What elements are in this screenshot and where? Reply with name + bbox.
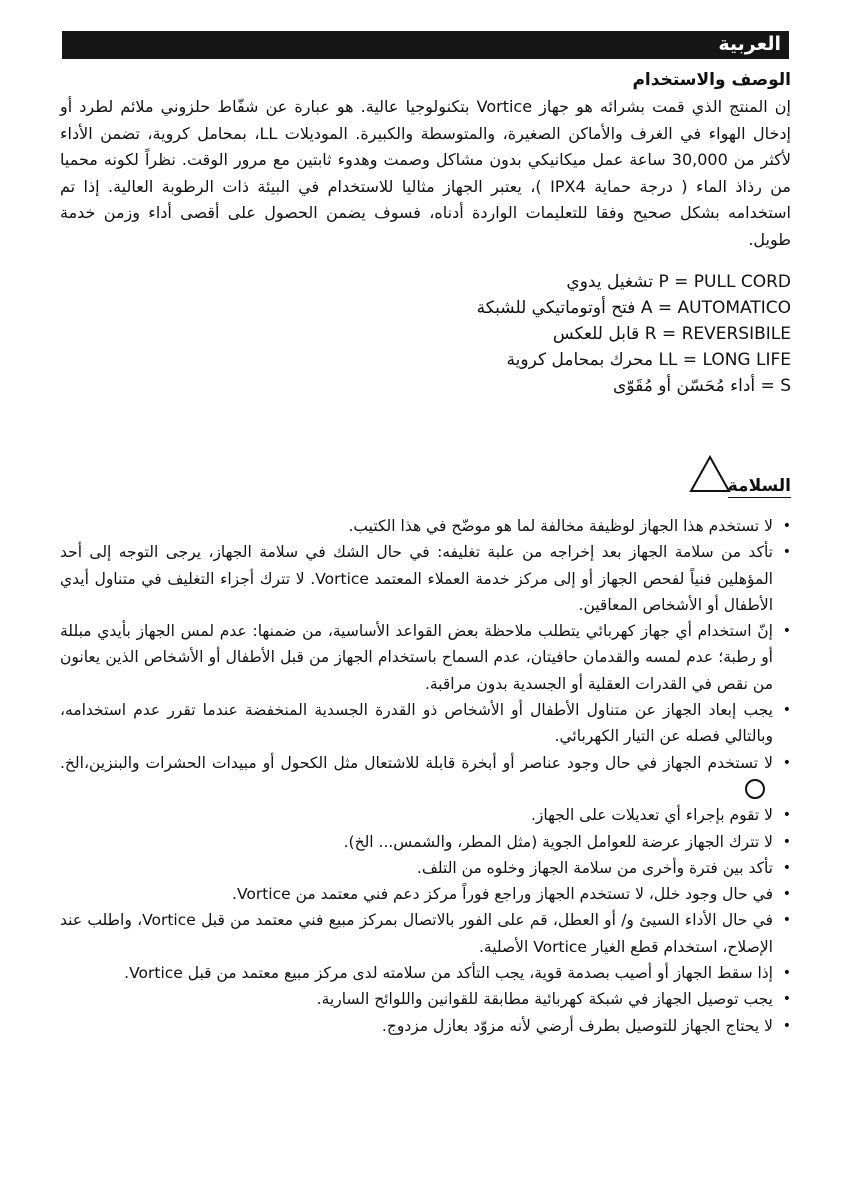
safety-item: • لا تترك الجهاز عرضة للعوامل الجوية (مثل المطر، والشمس... الخ). bbox=[60, 829, 791, 855]
safety-item: • لا تقوم بإجراء أي تعديلات على الجهاز. bbox=[60, 802, 791, 828]
description-paragraph: إن المنتج الذي قمت بشرائه هو جهاز Vortice بتكنولوجيا عالية. هو عبارة عن شفّاط حلزوني ملائم لطرد أو إدخال الهواء في الغرف والأماكن الصغيرة، والمتوسطة والكبيرة. الموديلات LL، بمحامل كروية، تضمن الأداء لأكثر من 30,000 ساعة عمل ميكانيكي بدون مشاكل وصمت وهدوء ثابتين مع مرور الوقت. نظراً لكونه محميا من رذاذ الماء ( درجة حماية IPX4 )، يعتبر الجهاز مثاليا للاستخدام في البيئة ذات الرطوبة العالية. إذا تم استخدامه بشكل صحيح وفقا للتعليمات الواردة أدناه، فسوف يضمن الحصول على أقصى أداء وزمن خدمة طويل. bbox=[60, 97, 791, 249]
language-label: العربية bbox=[718, 33, 781, 55]
safety-item: • لا تستخدم هذا الجهاز لوظيفة مخالفة لما هو موضّح في هذا الكتيب. bbox=[60, 513, 791, 539]
safety-item: • يجب إبعاد الجهاز عن متناول الأطفال أو الأشخاص ذو القدرة الجسدية المنخفضة عندما تقرر عدم استخدامه، وبالتالي فصله عن التيار الكهربائي. bbox=[60, 697, 791, 750]
description-heading: الوصف والاستخدام bbox=[632, 70, 791, 90]
safety-item: • إنّ استخدام أي جهاز كهربائي يتطلب ملاحظة بعض القواعد الأساسية، من ضمنها: عدم لمس الجهاز بأيدي مبللة أو رطبة؛ عدم لمسه والقدمان حافيتان، عدم السماح باستخدام الجهاز من قبل الأطفال أو الأشخاص الذين يعانون من نقص في القدرات العقلية أو الجسدية بدون مراقبة. bbox=[60, 618, 791, 697]
model-code-a: A = AUTOMATICO فتح أوتوماتيكي للشبكة bbox=[476, 298, 791, 318]
safety-item: • في حال الأداء السيئ و/ أو العطل، قم على الفور بالاتصال بمركز مبيع فني معتمد من قبل Vortice، واطلب عند الإصلاح، استخدام قطع الغيار Vortice الأصلية. bbox=[60, 907, 791, 960]
model-code-ll: LL = LONG LIFE محرك بمحامل كروية bbox=[506, 350, 791, 370]
circle-icon bbox=[745, 779, 765, 799]
warning-triangle-icon bbox=[689, 455, 731, 493]
safety-item: • في حال وجود خلل، لا تستخدم الجهاز وراجع فوراً مركز دعم فني معتمد من Vortice. bbox=[60, 881, 791, 907]
safety-item-text: لا تستخدم الجهاز في حال وجود عناصر أو أبخرة قابلة للاشتعال مثل الكحول أو مبيدات الحشرات والبنزين،الخ. bbox=[60, 753, 773, 772]
language-header-bar bbox=[62, 31, 789, 59]
safety-list bbox=[60, 513, 791, 1039]
model-code-s: S = أداء مُحَسّن أو مُقَوّى bbox=[613, 376, 791, 396]
safety-item: • لا يحتاج الجهاز للتوصيل بطرف أرضي لأنه مزوّد بعازل مزدوج. bbox=[60, 1013, 791, 1039]
safety-item: • يجب توصيل الجهاز في شبكة كهربائية مطابقة للقوانين واللوائح السارية. bbox=[60, 986, 791, 1012]
document-body bbox=[60, 66, 791, 1039]
model-code-r: R = REVERSIBILE قابل للعكس bbox=[552, 324, 791, 344]
safety-item-flammable bbox=[60, 750, 791, 803]
safety-item: • إذا سقط الجهاز أو أصيب بصدمة قوية، يجب التأكد من سلامته لدى مركز مبيع معتمد من قبل Vortice. bbox=[60, 960, 791, 986]
safety-heading-row bbox=[60, 469, 791, 499]
safety-item: • تأكد بين فترة وأخرى من سلامة الجهاز وخلوه من التلف. bbox=[60, 855, 791, 881]
safety-heading: السلامة bbox=[727, 476, 791, 496]
model-codes-list bbox=[60, 269, 791, 399]
model-code-p: P = PULL CORD تشغيل يدوي bbox=[566, 272, 791, 292]
description-section bbox=[60, 94, 791, 253]
safety-item: • تأكد من سلامة الجهاز بعد إخراجه من علبة تغليفه: في حال الشك في سلامة الجهاز، يرجى التوجه إلى أحد المؤهلين فنياً لفحص الجهاز أو إلى مركز خدمة العملاء المعتمد Vortice. لا تترك أجزاء التغليف في متناول أيدي الأطفال أو الأشخاص المعاقين. bbox=[60, 539, 791, 618]
